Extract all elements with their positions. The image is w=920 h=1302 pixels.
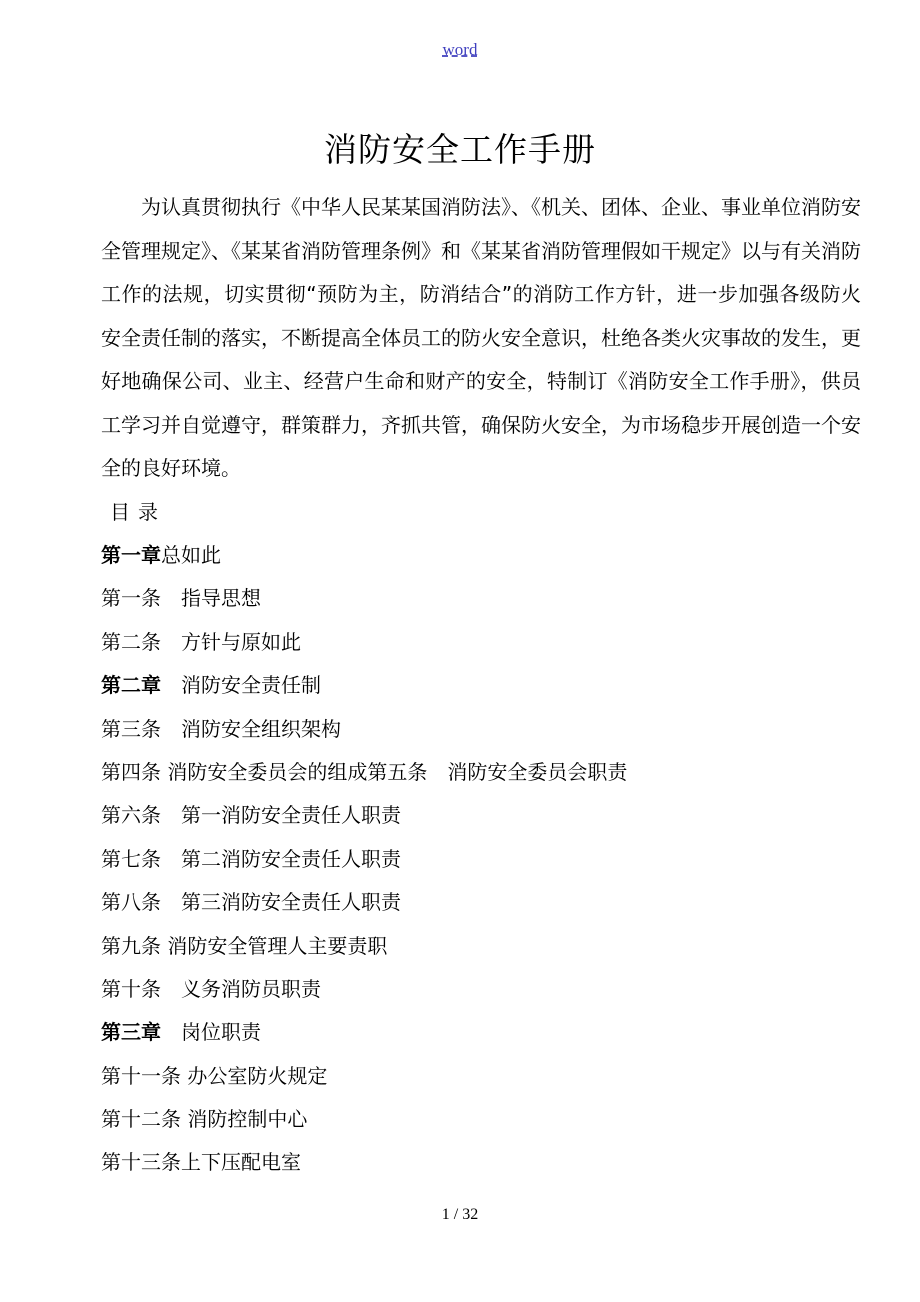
toc-item-label: 第四条 [101,759,161,784]
toc-item-label: 第十条 [101,976,161,1001]
toc-item-label: 第七条 [101,846,161,871]
toc-item-text: 第二消防安全责任人职责 [161,846,401,871]
toc-item-label: 第一章 [101,543,161,567]
toc-item-text: 义务消防员职责 [161,976,321,1001]
header-word-link[interactable]: word [442,40,478,59]
toc-item-text: 上下压配电室 [181,1150,301,1175]
toc-item-article-11 [101,1055,861,1098]
toc-item-article-6 [101,794,861,837]
table-of-contents [101,534,861,1185]
toc-item-article-13 [101,1141,861,1184]
toc-item-label: 第二条 [101,629,161,654]
toc-item-text: 消防安全委员会的组成第五条 消防安全委员会职责 [161,759,628,784]
intro-paragraph: 为认真贯彻执行《中华人民某某国消防法》、《机关、团体、企业、事业单位消防安全管理规定》、《某某省消防管理条例》和《某某省消防管理假如干规定》以与有关消防工作的法规，切实贯彻“预防为主，防消结合”的消防工作方针，进一步加强各级防火安全责任制的落实，不断提高全体员工的防火安全意识，杜绝各类火灾事故的发生，更好地确保公司、业主、经营户生命和财产的安全，特制订《消防安全工作手册》，供员工学习并自觉遵守，群策群力，齐抓共管，确保防火安全，为市场稳步开展创造一个安全的良好环境。 [101,195,861,480]
toc-item-text: 消防安全组织架构 [161,716,341,741]
toc-item-article-3 [101,708,861,751]
toc-item-text: 消防控制中心 [181,1107,308,1132]
toc-item-text: 消防安全责任制 [161,673,321,698]
toc-item-text: 办公室防火规定 [181,1063,328,1088]
document-title: 消防安全工作手册 [324,130,596,169]
toc-item-label: 第二章 [101,673,161,698]
toc-item-label: 第十一条 [101,1063,181,1088]
toc-heading: 目录 [110,500,166,524]
toc-item-article-4 [101,751,861,794]
toc-item-article-1 [101,577,861,620]
toc-item-text: 总如此 [161,543,221,567]
toc-item-article-2 [101,621,861,664]
page-indicator: 1 / 32 [441,1206,479,1223]
toc-item-chapter-2 [101,664,861,707]
toc-item-chapter-1 [101,534,861,577]
toc-item-chapter-3 [101,1011,861,1054]
toc-item-article-9 [101,925,861,968]
toc-item-text: 第三消防安全责任人职责 [161,890,401,915]
toc-item-article-7 [101,838,861,881]
toc-item-article-8 [101,881,861,924]
toc-item-label: 第八条 [101,890,161,915]
toc-item-text: 方针与原如此 [161,629,301,654]
toc-item-text: 指导思想 [161,586,261,611]
toc-item-article-10 [101,968,861,1011]
toc-item-label: 第十二条 [101,1107,181,1132]
toc-item-label: 第一条 [101,586,161,611]
toc-item-text: 消防安全管理人主要责职 [161,933,388,958]
toc-item-text: 第一消防安全责任人职责 [161,803,401,828]
toc-item-label: 第六条 [101,803,161,828]
toc-item-article-12 [101,1098,861,1141]
toc-item-label: 第三条 [101,716,161,741]
toc-item-label: 第十三条 [101,1150,181,1175]
toc-item-label: 第九条 [101,933,161,958]
toc-item-text: 岗位职责 [161,1020,261,1045]
toc-item-label: 第三章 [101,1020,161,1045]
